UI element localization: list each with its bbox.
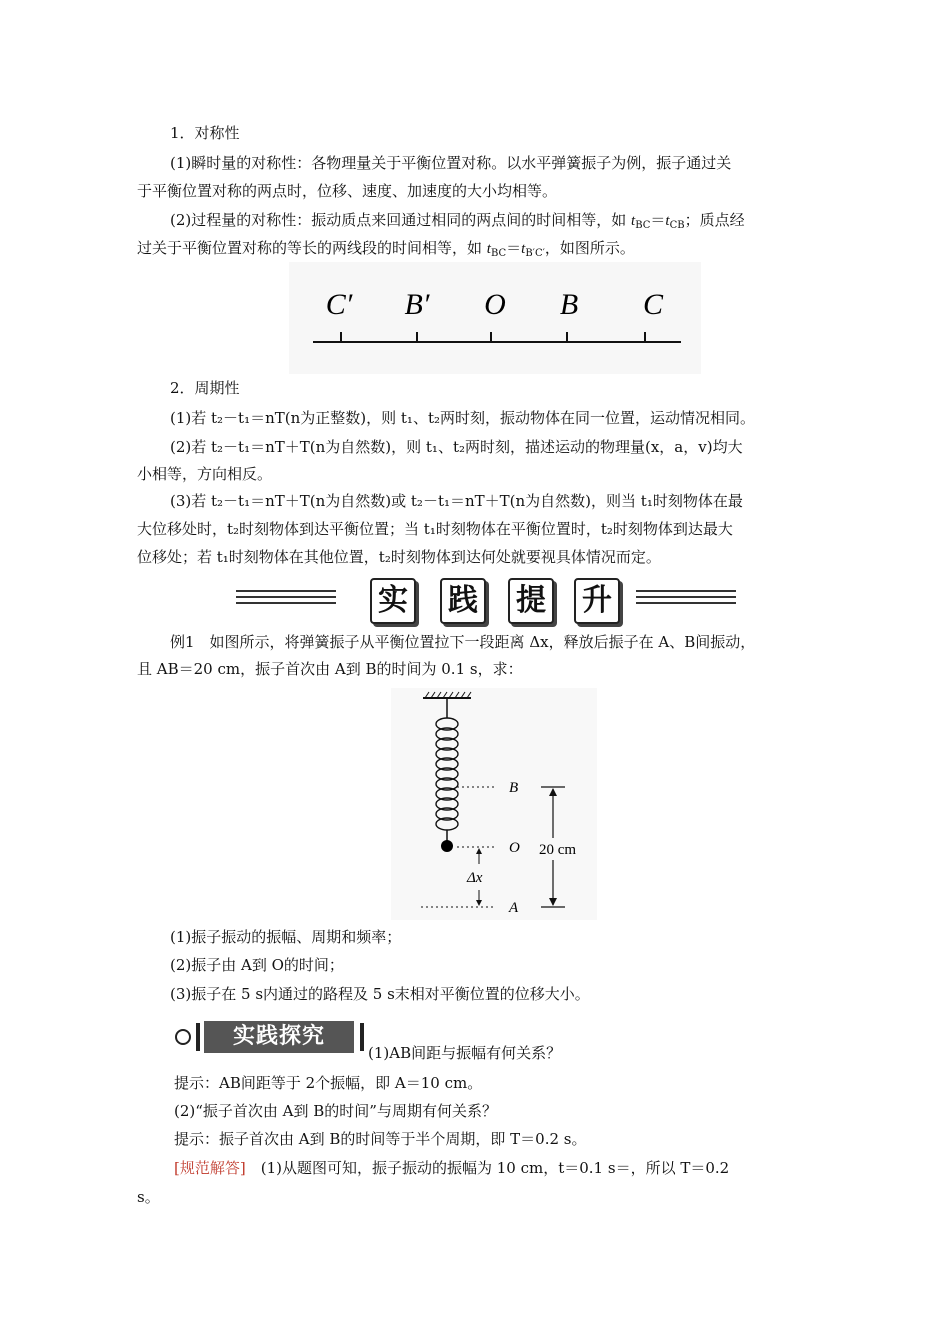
periodicity-para-1: (1)若 t₂－t₁＝nT(n为正整数)，则 t₁、t₂两时刻，振动物体在同一位置，运动情况相同。 [170, 409, 755, 427]
question-2: (2)振子由 A到 O的时间； [170, 956, 344, 974]
label-c-prime: C′ [325, 288, 353, 321]
label-c: C [642, 288, 664, 321]
dx-arrow-down [476, 900, 482, 906]
question-3: (3)振子在 5 s内通过的路程及 5 s末相对平衡位置的位移大小。 [170, 985, 590, 1003]
answer-label: [规范解答] [174, 1159, 246, 1177]
explore-q2: (2)“振子首次由 A到 B的时间”与周期有何关系？ [174, 1102, 497, 1120]
explore-q1: (1)AB间距与振幅有何关系？ [368, 1044, 562, 1062]
question-1: (1)振子振动的振幅、周期和频率； [170, 928, 402, 946]
spring-coils [436, 718, 458, 830]
oscillator-ball [441, 840, 453, 852]
label-o: O [484, 288, 506, 321]
banner-left-lines [236, 590, 336, 608]
dx-label: Δx [467, 870, 483, 886]
section-2-title: 2．周期性 [170, 379, 240, 397]
explore-a1: 提示：AB间距等于 2个振幅，即 A＝10 cm。 [174, 1074, 483, 1092]
periodicity-para-3c: 位移处；若 t₁时刻物体在其他位置，t₂时刻物体到达何处就要视具体情况而定。 [137, 548, 661, 566]
label-b-prime: B′ [404, 288, 430, 321]
banner-right-lines [636, 590, 736, 608]
dim-arrow-up [549, 788, 557, 796]
circle-icon [174, 1019, 204, 1055]
dim-label: 20 cm [539, 842, 577, 858]
dim-arrow-down [549, 898, 557, 906]
symmetry-para-1: (1)瞬时量的对称性：各物理量关于平衡位置对称。以水平弹簧振子为例，振子通过关 [170, 154, 732, 172]
example-line-2: 且 AB＝20 cm，振子首次由 A到 B的时间为 0.1 s，求： [137, 660, 523, 678]
section-1-title: 1．对称性 [170, 124, 240, 142]
spring-oscillator-figure [391, 688, 597, 920]
example-line-1: 例1 如图所示，将弹簧振子从平衡位置拉下一段距离 Δx，释放后振子在 A、B间振动， [170, 633, 756, 651]
explore-a2: 提示：振子首次由 A到 B的时间等于半个周期，即 T＝0.2 s。 [174, 1130, 587, 1148]
standard-answer: [规范解答] (1)从题图可知，振子振动的振幅为 10 cm，t＝0.1 s＝，所以 T＝0.2 [174, 1159, 730, 1177]
symmetry-para-1b: 于平衡位置对称的两点时，位移、速度、加速度的大小均相等。 [137, 182, 558, 200]
label-b: B [559, 288, 579, 321]
banner-char-3: 提 [508, 578, 554, 624]
dx-arrow-up [476, 848, 482, 854]
banner-char-2: 践 [440, 578, 486, 624]
standard-answer-cont: s。 [137, 1188, 160, 1206]
symmetry-line-figure [289, 262, 701, 374]
periodicity-para-2b: 小相等，方向相反。 [137, 465, 273, 483]
practice-banner [236, 576, 754, 628]
banner-char-1: 实 [370, 578, 416, 624]
label-a-point: A [509, 900, 519, 916]
periodicity-para-3b: 大位移处时，t₂时刻物体到达平衡位置；当 t₁时刻物体在平衡位置时，t₂时刻物体到达最大 [137, 520, 733, 538]
symmetry-para-2b: 过关于平衡位置对称的等长的两线段的时间相等，如 $t_{BC}=t_{B'C'}$，如图所示。 [137, 239, 635, 259]
label-o-point: O [509, 840, 520, 856]
symmetry-para-2: (2)过程量的对称性：振动质点来回通过相同的两点间的时间相等，如 $t_{BC}=t_{CB}$；质点经 [170, 211, 745, 231]
periodicity-para-3: (3)若 t₂－t₁＝nT＋T(n为自然数)或 t₂－t₁＝nT＋T(n为自然数)，则当 t₁时刻物体在最 [170, 492, 743, 510]
label-b-point: B [509, 780, 519, 796]
explore-tag-label: 实践探究 [204, 1021, 354, 1053]
periodicity-para-2: (2)若 t₂－t₁＝nT＋T(n为自然数)，则 t₁、t₂两时刻，描述运动的物理量(x，a，v)均大 [170, 438, 743, 456]
banner-char-4: 升 [574, 578, 620, 624]
